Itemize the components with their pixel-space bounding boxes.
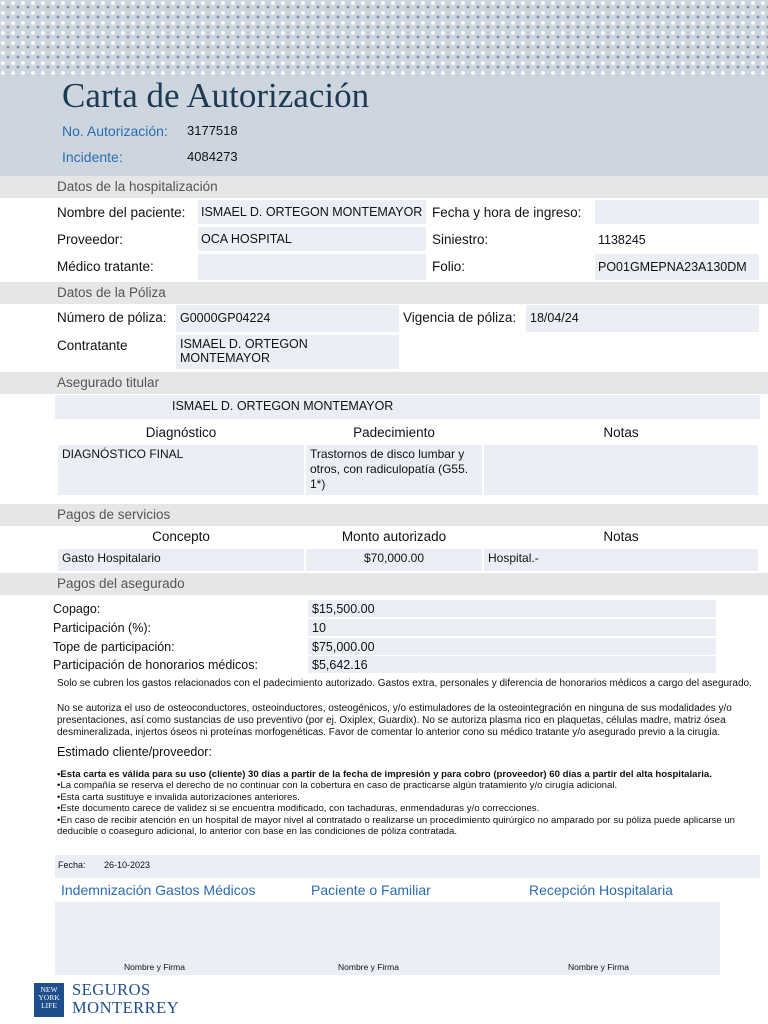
condition-item: •Esta carta sustituye e invalida autorizaciones anteriores. [57, 791, 300, 803]
copay-value: $15,500.00 [312, 602, 375, 616]
provider-label: Proveedor: [57, 232, 124, 247]
date-field [55, 855, 760, 878]
policy-number-value: G0000GP04224 [180, 311, 271, 325]
header-concept: Concepto [152, 529, 210, 544]
participation-label: Participación (%): [53, 621, 151, 635]
policy-number-label: Número de póliza: [57, 310, 167, 325]
signature-title-patient: Paciente o Familiar [311, 882, 431, 898]
section-services-label: Pagos de servicios [57, 507, 171, 522]
policy-validity-label: Vigencia de póliza: [403, 310, 517, 325]
incident-label: Incidente: [62, 149, 123, 165]
logo-line-2: MONTERREY [72, 998, 180, 1017]
coverage-note: Solo se cubren los gastos relacionados con el padecimiento autorizado. Gastos extra, personales y diferencia de honorarios médicos a cargo del asegurado. [57, 678, 752, 689]
header-diagnosis: Diagnóstico [145, 425, 217, 440]
condition-item: •Esta carta es válida para su uso (cliente) 30 días a partir de la fecha de impresión y para cobro (proveedor) 60 días a partir del alta hospitalaria. [57, 769, 712, 780]
folio-label: Folio: [432, 259, 466, 274]
admission-label: Fecha y hora de ingreso: [432, 205, 582, 220]
header-condition: Padecimiento [353, 425, 435, 440]
doctor-field [198, 254, 426, 280]
amount-cell: $70,000.00 [306, 549, 482, 571]
restrictions-note: No se autoriza el uso de osteoconductores, osteoinductores, osteogénicos, y/o estimuladores de la osteointegración en ninguna de sus modalidades y/o presentaciones, así como sustancias de uso preventivo (por ej. Oxiplex, Guardix). No se autoriza plasma rico en plaquetas, células madre, matriz ósea desmineralizada, injertos óseos ni proteínas morfogenéticas. Favor de comentar lo anterior cono su médico tratante y/o asegurado previo a la cirugía. [57, 703, 732, 738]
incident-value: 4084273 [187, 149, 238, 164]
section-policy-label: Datos de la Póliza [57, 285, 166, 300]
seguros-monterrey-logo [72, 981, 179, 1017]
insured-name: ISMAEL D. ORTEGON MONTEMAYOR [172, 399, 394, 413]
doctor-label: Médico tratante: [57, 259, 154, 274]
service-notes-cell: Hospital.- [484, 549, 758, 571]
new-york-life-logo: NEW YORK LIFE [34, 983, 64, 1017]
header-amount: Monto autorizado [341, 529, 447, 544]
provider-value: OCA HOSPITAL [201, 232, 292, 246]
authorization-label: No. Autorización: [62, 123, 168, 139]
admission-field [595, 200, 759, 224]
condition-item: •En caso de recibir atención en un hospital de mayor nivel al contratado o realizarse un procedimiento quirúrgico no amparado por su póliza puede aplicarse un deducible o coaseguro adicional, lo anterior con base en las condiciones de póliza contratada. [57, 814, 735, 838]
signature-caption-reception: Nombre y Firma [568, 962, 629, 972]
header-notes: Notas [603, 425, 639, 440]
folio-value: PO01GMEPNA23A130DM [598, 260, 747, 274]
fees-participation-label: Participación de honorarios médicos: [53, 658, 258, 672]
condition-item: •La compañía se reserva el derecho de no continuar con la cobertura en caso de practicarse algún tratamiento y/o cirugía adicional. [57, 780, 618, 792]
policy-validity-value: 18/04/24 [530, 311, 579, 325]
claim-value: 1138245 [598, 233, 646, 247]
diagnosis-notes-cell [484, 445, 758, 495]
fees-participation-value: $5,642.16 [312, 658, 368, 672]
concept-cell: Gasto Hospitalario [58, 549, 304, 571]
date-value: 26-10-2023 [104, 860, 151, 870]
signature-caption-patient: Nombre y Firma [338, 962, 399, 972]
section-insured-label: Asegurado titular [57, 375, 160, 390]
page-title: Carta de Autorización [62, 76, 370, 115]
participation-value: 10 [312, 621, 326, 635]
copay-label: Copago: [53, 602, 101, 616]
logo-line-1: SEGUROS [72, 980, 151, 999]
condition-cell: Trastornos de disco lumbar y otros, con radiculopatía (G55. 1*) [306, 445, 482, 495]
fees-participation-field [308, 656, 716, 673]
date-label: Fecha: [58, 860, 86, 870]
signature-title-indemnity: Indemnización Gastos Médicos [61, 882, 256, 898]
insured-name-field [55, 395, 760, 419]
section-hospitalization-label: Datos de la hospitalización [57, 179, 218, 194]
contractor-label: Contratante [57, 338, 128, 353]
authorization-value: 3177518 [187, 123, 238, 138]
participation-cap-label: Tope de participación: [53, 640, 175, 654]
participation-cap-value: $75,000.00 [312, 640, 375, 654]
condition-item: •Este documento carece de validez si se encuentra modificado, con tachaduras, enmendaduras y/o correcciones. [57, 803, 540, 815]
claim-label: Siniestro: [432, 232, 489, 247]
signature-caption-indemnity: Nombre y Firma [124, 962, 185, 972]
contractor-value: ISMAEL D. ORTEGON MONTEMAYOR [180, 337, 308, 365]
patient-value: ISMAEL D. ORTEGON MONTEMAYOR [201, 205, 423, 219]
signature-title-reception: Recepción Hospitalaria [529, 882, 673, 898]
diagnosis-cell: DIAGNÓSTICO FINAL [58, 445, 304, 495]
greeting: Estimado cliente/proveedor: [57, 745, 212, 759]
header-pattern [0, 0, 768, 76]
header-service-notes: Notas [603, 529, 639, 544]
patient-label: Nombre del paciente: [57, 205, 186, 220]
section-insured-payments-label: Pagos del asegurado [57, 576, 185, 591]
participation-field [308, 619, 716, 636]
conditions-list [57, 769, 762, 837]
